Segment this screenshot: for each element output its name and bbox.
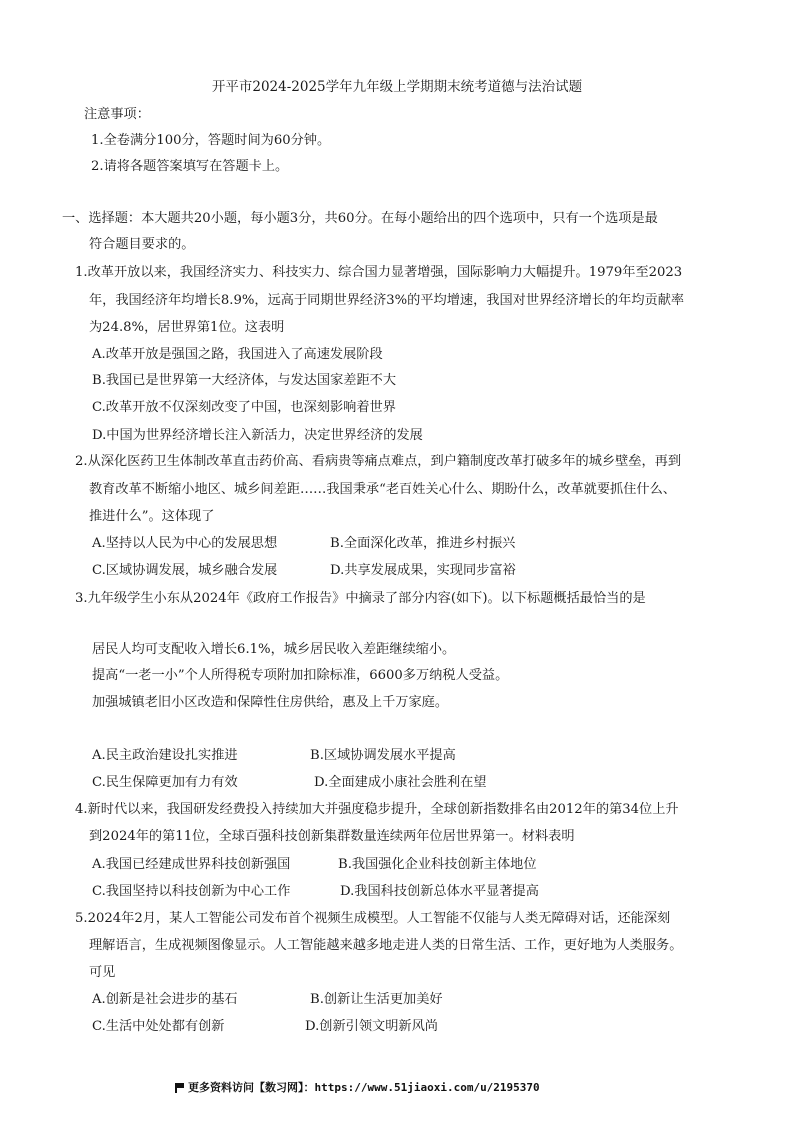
question-1-text: 为24.8%，居世界第1位。这表明 bbox=[89, 320, 285, 335]
question-1-option-d: D.中国为世界经济增长注入新活力，决定世界经济的发展 bbox=[92, 428, 423, 443]
question-3-option-d: D.全面建成小康社会胜利在望 bbox=[314, 775, 487, 790]
question-1-text: 1.改革开放以来，我国经济实力、科技实力、综合国力显著增强，国际影响力大幅提升。1979年至2023 bbox=[75, 265, 683, 280]
question-3-option-a: A.民主政治建设扎实推进 bbox=[92, 748, 238, 763]
page-title: 开平市2024-2025学年九年级上学期期末统考道德与法治试题 bbox=[211, 79, 583, 95]
question-4-text: 4.新时代以来，我国研发经费投入持续加大并强度稳步提升，全球创新指数排名由2012年的第34位上升 bbox=[75, 802, 679, 817]
question-2-option-a: A.坚持以人民为中心的发展思想 bbox=[92, 536, 278, 551]
question-2-option-c: C.区域协调发展，城乡融合发展 bbox=[92, 563, 278, 578]
question-5-option-d: D.创新引领文明新风尚 bbox=[305, 1019, 438, 1034]
question-3-quote: 加强城镇老旧小区改造和保障性住房供给，惠及上千万家庭。 bbox=[92, 695, 449, 710]
question-4-option-b: B.我国强化企业科技创新主体地位 bbox=[338, 857, 537, 872]
question-2-option-b: B.全面深化改革，推进乡村振兴 bbox=[330, 536, 516, 551]
note-item: 1.全卷满分100分，答题时间为60分钟。 bbox=[91, 133, 331, 148]
question-3-text: 3.九年级学生小东从2024年《政府工作报告》中摘录了部分内容(如下)。以下标题概括最恰当的是 bbox=[75, 591, 646, 606]
question-1-text: 年，我国经济年均增长8.9%，远高于同期世界经济3%的平均增速，我国对世界经济增长的年均贡献率 bbox=[89, 293, 685, 308]
question-4-option-d: D.我国科技创新总体水平显著提高 bbox=[340, 884, 539, 899]
question-1-option-c: C.改革开放不仅深刻改变了中国，也深刻影响着世界 bbox=[92, 400, 396, 415]
question-1-option-b: B.我国已是世界第一大经济体，与发达国家差距不大 bbox=[92, 373, 397, 388]
question-5-text: 5.2024年2月，某人工智能公司发布首个视频生成模型。人工智能不仅能与人类无障碍对话，还能深刻 bbox=[75, 911, 671, 926]
question-5-option-c: C.生活中处处都有创新 bbox=[92, 1019, 225, 1034]
question-5-text: 可见 bbox=[89, 965, 116, 980]
question-5-text: 理解语言，生成视频图像显示。人工智能越来越多地走进人类的日常生活、工作，更好地为人类服务。 bbox=[89, 938, 683, 953]
footer-link[interactable] bbox=[175, 1080, 540, 1096]
question-3-option-c: C.民生保障更加有力有效 bbox=[92, 775, 238, 790]
question-3-quote: 居民人均可支配收入增长6.1%，城乡居民收入差距继续缩小。 bbox=[92, 642, 456, 657]
notes-heading: 注意事项： bbox=[84, 107, 150, 122]
question-2-text: 推进什么”。这体现了 bbox=[89, 509, 215, 524]
question-1-option-a: A.改革开放是强国之路，我国进入了高速发展阶段 bbox=[92, 347, 383, 362]
question-5-option-a: A.创新是社会进步的基石 bbox=[92, 992, 238, 1007]
question-4-option-c: C.我国坚持以科技创新为中心工作 bbox=[92, 884, 291, 899]
flag-icon bbox=[175, 1083, 184, 1092]
question-4-option-a: A.我国已经建成世界科技创新强国 bbox=[92, 857, 291, 872]
footer-text[interactable]: 更多资料访问【数习网】：https://www.51jiaoxi.com/u/2195370 bbox=[188, 1081, 540, 1094]
question-2-text: 2.从深化医药卫生体制改革直击药价高、看病贵等痛点难点，到户籍制度改革打破多年的城乡壁垒，再到 bbox=[75, 454, 682, 469]
question-2-option-d: D.共享发展成果，实现同步富裕 bbox=[330, 563, 516, 578]
question-3-option-b: B.区域协调发展水平提高 bbox=[310, 748, 456, 763]
question-3-quote: 提高“一老一小”个人所得税专项附加扣除标准，6600多万纳税人受益。 bbox=[92, 668, 509, 683]
question-5-option-b: B.创新让生活更加美好 bbox=[310, 992, 443, 1007]
question-4-text: 到2024年的第11位，全球百强科技创新集群数量连续两年位居世界第一。材料表明 bbox=[89, 829, 575, 844]
section-heading-cont: 符合题目要求的。 bbox=[89, 237, 195, 252]
section-heading: 一、选择题：本大题共20小题，每小题3分，共60分。在每小题给出的四个选项中，只有一个选项是最 bbox=[62, 211, 658, 226]
question-2-text: 教育改革不断缩小地区、城乡间差距……我国秉承“老百姓关心什么、期盼什么，改革就要抓住什么、 bbox=[89, 482, 676, 497]
note-item: 2.请将各题答案填写在答题卡上。 bbox=[91, 159, 289, 174]
